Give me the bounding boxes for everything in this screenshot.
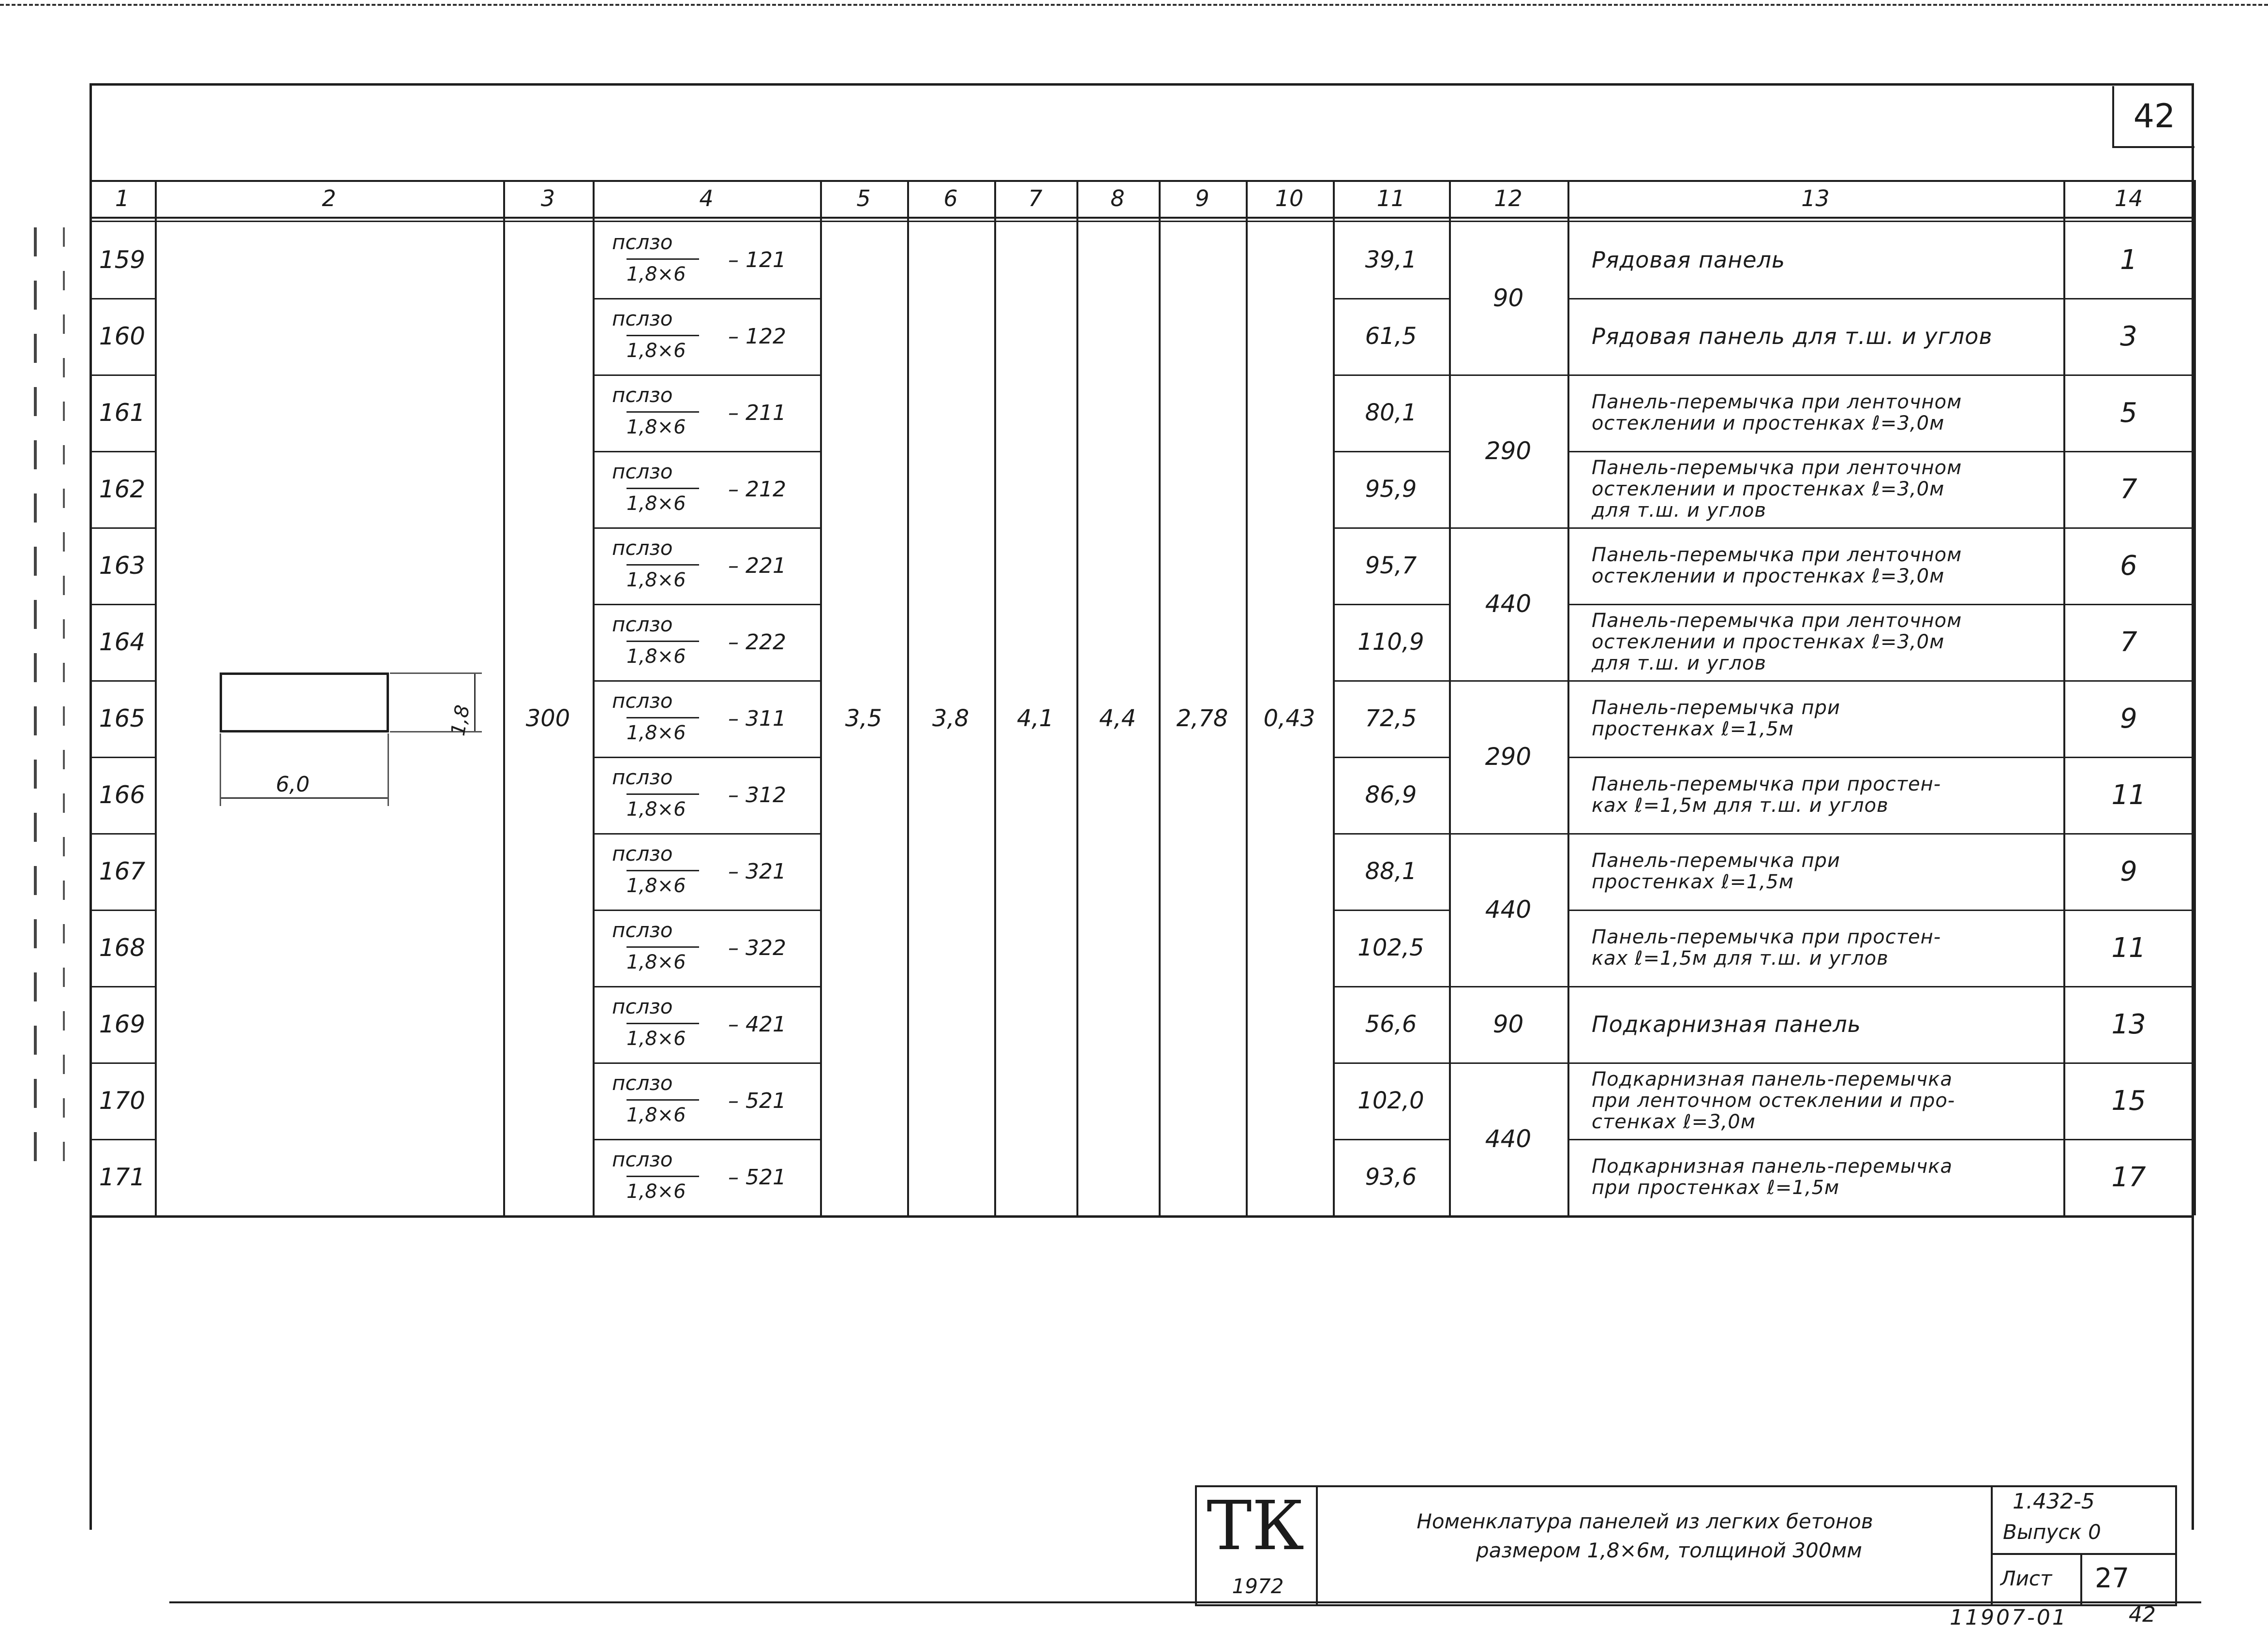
page-ref: 17 (2111, 1161, 2146, 1193)
panel-mark (593, 1139, 820, 1215)
group-value: 90 (1492, 284, 1524, 312)
column-header: 14 (2114, 185, 2143, 211)
fraction-bar (627, 641, 699, 642)
table-bottom-line (90, 1215, 2194, 1218)
mark-top: пслзо (612, 230, 673, 254)
panel-mark (593, 680, 820, 757)
panel-sketch (218, 671, 498, 806)
mark-top: пслзо (612, 842, 673, 866)
group-value: 440 (1485, 590, 1532, 618)
column-header: 4 (699, 185, 714, 211)
mark-suffix: – 122 (728, 324, 786, 349)
mark-suffix: – 521 (728, 1089, 786, 1113)
description (1592, 377, 2059, 448)
page-ref: 9 (2120, 855, 2137, 887)
column-header: 13 (1801, 185, 1830, 211)
mark-bottom: 1,8×6 (627, 645, 686, 668)
mark-suffix: – 421 (728, 1012, 786, 1037)
panel-mark (593, 1062, 820, 1139)
description-line: при простенках ℓ=1,5м (1592, 1177, 1840, 1199)
dim-line-vertical (474, 672, 476, 732)
description-line: Подкарнизная панель (1592, 1011, 1861, 1037)
panel-mark (593, 298, 820, 374)
mass-value: 95,7 (1365, 552, 1417, 579)
description-line: Панель-перемычка при ленточном (1592, 391, 1962, 413)
row-divider (1567, 910, 2063, 911)
row-number: 161 (99, 399, 146, 427)
fraction-bar (627, 793, 699, 795)
mark-top: пслзо (612, 995, 673, 1018)
mark-top: пслзо (612, 612, 673, 636)
row-number: 167 (99, 857, 146, 885)
column-divider (155, 180, 157, 1215)
mark-suffix: – 121 (728, 248, 786, 272)
mark-bottom: 1,8×6 (627, 416, 686, 438)
panel-mark (593, 604, 820, 680)
description-line: Панель-перемычка при простен- (1592, 773, 1941, 795)
row-number: 165 (99, 704, 146, 732)
right-box-divider (1991, 1485, 1993, 1606)
row-number: 160 (99, 322, 146, 350)
mass-value: 86,9 (1365, 781, 1417, 808)
mark-suffix: – 221 (728, 553, 786, 578)
mass-value: 102,5 (1358, 934, 1424, 961)
mark-bottom: 1,8×6 (627, 798, 686, 821)
description (1592, 607, 2059, 677)
description (1592, 224, 2059, 295)
column-divider (1567, 180, 1569, 1215)
row-divider (1567, 1139, 2063, 1140)
issue-label: Выпуск 0 (2003, 1520, 2101, 1544)
title-block (1195, 1485, 2177, 1606)
mark-suffix: – 212 (728, 477, 786, 502)
column-header: 5 (856, 185, 871, 211)
row-divider (1567, 374, 2063, 376)
page-ref: 11 (2111, 932, 2146, 964)
fraction-bar (627, 946, 699, 948)
column-header: 11 (1376, 185, 1405, 211)
description-line: Рядовая панель (1592, 247, 1786, 273)
dim-line-horizontal (220, 797, 389, 799)
mark-bottom: 1,8×6 (627, 493, 686, 515)
mark-bottom: 1,8×6 (627, 951, 686, 973)
mark-bottom: 1,8×6 (627, 1104, 686, 1126)
row-number: 164 (99, 628, 146, 656)
year: 1972 (1232, 1574, 1284, 1598)
description (1592, 760, 2059, 830)
column-header: 3 (540, 185, 555, 211)
description (1592, 836, 2059, 907)
description-line: остеклении и простенках ℓ=3,0м (1592, 412, 1945, 434)
description-line: Панель-перемычка при ленточном (1592, 544, 1962, 566)
description-line: Рядовая панель для т.ш. и углов (1592, 323, 1993, 349)
description-line: Панель-перемычка при ленточном (1592, 457, 1962, 479)
fraction-bar (627, 1176, 699, 1177)
mark-top: пслзо (612, 307, 673, 330)
page-ref: 1 (2120, 244, 2137, 276)
group-value: 440 (1485, 896, 1532, 924)
description (1592, 912, 2059, 983)
row-divider (1567, 833, 2063, 835)
description (1592, 989, 2059, 1060)
description (1592, 1142, 2059, 1212)
mark-top: пслзо (612, 689, 673, 713)
column-header: 9 (1195, 185, 1209, 211)
page-ref: 6 (2120, 550, 2137, 582)
mark-top: пслзо (612, 460, 673, 483)
mass-value: 95,9 (1365, 476, 1417, 503)
panel-mark (593, 527, 820, 604)
fraction-bar (627, 870, 699, 871)
description (1592, 454, 2059, 524)
panel-mark (593, 910, 820, 986)
group-value: 290 (1485, 743, 1532, 771)
column-header: 7 (1028, 185, 1043, 211)
dim-ext-left (220, 733, 221, 806)
title-line-1: Номенклатура панелей из легких бетонов (1417, 1509, 1873, 1533)
mark-bottom: 1,8×6 (627, 1180, 686, 1203)
description-line: Подкарнизная панель-перемычка (1592, 1155, 1953, 1178)
mark-bottom: 1,8×6 (627, 722, 686, 744)
footer-code: 11907-01 (1950, 1605, 2068, 1630)
row-divider (1567, 298, 2063, 299)
mass-value: 93,6 (1365, 1164, 1417, 1191)
panel-mark (593, 374, 820, 451)
page-ref: 9 (2120, 702, 2137, 734)
mark-suffix: – 322 (728, 936, 786, 960)
mass-value: 88,1 (1365, 858, 1417, 885)
fraction-bar (627, 564, 699, 566)
panel-mark (593, 986, 820, 1062)
header-bottom-line-2 (90, 221, 2194, 222)
mark-top: пслзо (612, 383, 673, 407)
description-line: Панель-перемычка при ленточном (1592, 610, 1962, 632)
column-divider (2194, 180, 2196, 1215)
mark-suffix: – 521 (728, 1165, 786, 1190)
group-value: 440 (1485, 1125, 1532, 1153)
row-divider (1567, 451, 2063, 452)
binding-strip (34, 227, 37, 1185)
mass-value: 80,1 (1365, 399, 1417, 426)
mark-suffix: – 211 (728, 401, 786, 425)
fraction-bar (627, 717, 699, 718)
fraction-bar (627, 1023, 699, 1024)
merged-value: 3,8 (932, 705, 970, 732)
mark-top: пслзо (612, 765, 673, 789)
row-divider (1567, 757, 2063, 758)
column-header: 6 (943, 185, 958, 211)
panel-mark (593, 833, 820, 910)
description-line: Панель-перемычка при (1592, 697, 1841, 719)
mark-bottom: 1,8×6 (627, 1028, 686, 1050)
dim-width-label: 6,0 (276, 772, 310, 797)
mark-bottom: 1,8×6 (627, 340, 686, 362)
header-bottom-line (90, 217, 2194, 219)
fraction-bar (627, 411, 699, 413)
page-ref: 7 (2120, 626, 2137, 658)
sheet-value: 27 (2095, 1563, 2130, 1594)
panel-mark (593, 222, 820, 298)
row-divider (1567, 986, 2063, 987)
merged-value: 4,1 (1016, 705, 1054, 732)
mark-bottom: 1,8×6 (627, 569, 686, 591)
mass-value: 61,5 (1365, 323, 1417, 350)
row-number: 166 (99, 781, 146, 809)
row-divider (1567, 680, 2063, 682)
mark-suffix: – 311 (728, 706, 786, 731)
page-ref: 3 (2120, 320, 2137, 352)
mark-suffix: – 321 (728, 859, 786, 884)
fraction-bar (627, 1099, 699, 1101)
column-header: 1 (115, 185, 130, 211)
description-line: Подкарнизная панель-перемычка (1592, 1068, 1953, 1090)
description-line: ках ℓ=1,5м для т.ш. и углов (1592, 794, 1889, 817)
column-header: 8 (1110, 185, 1125, 211)
fraction-bar (627, 258, 699, 260)
tk-logo: ТК (1207, 1487, 1304, 1566)
title-line-2: размером 1,8×6м, толщиной 300мм (1476, 1538, 1862, 1562)
row-divider (1567, 604, 2063, 605)
mark-top: пслзо (612, 1071, 673, 1095)
merged-value: 300 (525, 705, 570, 732)
merged-value: 3,5 (845, 705, 882, 732)
panel-outline (220, 672, 389, 732)
description-line: для т.ш. и углов (1592, 652, 1767, 674)
binding-strip-2 (63, 227, 65, 1185)
description-line: остеклении и простенках ℓ=3,0м (1592, 478, 1945, 500)
description-line: остеклении и простенках ℓ=3,0м (1592, 631, 1945, 653)
group-value: 290 (1485, 437, 1532, 465)
fraction-bar (627, 335, 699, 336)
row-number: 169 (99, 1010, 146, 1038)
panel-mark (593, 451, 820, 527)
mark-top: пслзо (612, 536, 673, 560)
group-value: 90 (1492, 1010, 1524, 1038)
sheet-number: 42 (2133, 97, 2176, 135)
row-number: 171 (99, 1163, 146, 1191)
mass-value: 102,0 (1358, 1087, 1424, 1114)
column-header: 2 (322, 185, 336, 211)
page-ref: 5 (2120, 397, 2137, 429)
column-header: 12 (1494, 185, 1522, 211)
page-ref: 15 (2111, 1085, 2146, 1117)
description (1592, 301, 2059, 372)
page-ref: 11 (2111, 779, 2146, 811)
row-number: 162 (99, 475, 146, 503)
mark-suffix: – 222 (728, 630, 786, 655)
mark-top: пслзо (612, 918, 673, 942)
series-code: 1.432-5 (2013, 1489, 2095, 1514)
description-line: стенках ℓ=3,0м (1592, 1111, 1756, 1133)
sheet-cell-divider (2080, 1553, 2082, 1606)
column-header: 10 (1275, 185, 1304, 211)
dim-ext-right (388, 733, 389, 806)
sheet-label: Лист (2000, 1567, 2052, 1590)
page-ref: 13 (2111, 1008, 2146, 1040)
mark-suffix: – 312 (728, 783, 786, 807)
description-line: остеклении и простенках ℓ=3,0м (1592, 565, 1945, 587)
dim-ext-top (390, 672, 482, 674)
row-divider (1567, 1062, 2063, 1064)
mark-top: пслзо (612, 1148, 673, 1171)
merged-value: 0,43 (1263, 705, 1315, 732)
description (1592, 683, 2059, 754)
mass-value: 110,9 (1358, 628, 1424, 656)
mass-value: 56,6 (1365, 1011, 1417, 1038)
description (1592, 530, 2059, 601)
mark-bottom: 1,8×6 (627, 875, 686, 897)
logo-box-divider (1316, 1485, 1318, 1606)
page-ref: 7 (2120, 473, 2137, 505)
description-line: простенках ℓ=1,5м (1592, 718, 1794, 740)
merged-value: 4,4 (1099, 705, 1136, 732)
mass-value: 39,1 (1365, 246, 1417, 273)
merged-value: 2,78 (1176, 705, 1228, 732)
row-divider (1567, 527, 2063, 529)
dim-height-label: 1,8 (447, 703, 474, 738)
description-line: при ленточном остеклении и про- (1592, 1090, 1955, 1112)
fraction-bar (627, 488, 699, 489)
row-number: 170 (99, 1087, 146, 1115)
row-number: 163 (99, 552, 146, 580)
row-number: 159 (99, 246, 146, 274)
panel-mark (593, 757, 820, 833)
description-line: Панель-перемычка при простен- (1592, 926, 1941, 948)
mass-value: 72,5 (1365, 705, 1417, 732)
footer-page: 42 (2129, 1602, 2156, 1627)
description-line: Панель-перемычка при (1592, 850, 1841, 872)
description-line: для т.ш. и углов (1592, 499, 1767, 522)
sheet-row-divider (1991, 1553, 2177, 1555)
row-number: 168 (99, 934, 146, 962)
mark-bottom: 1,8×6 (627, 263, 686, 285)
description-line: простенках ℓ=1,5м (1592, 871, 1794, 893)
description (1592, 1065, 2059, 1136)
description-line: ках ℓ=1,5м для т.ш. и углов (1592, 947, 1889, 970)
